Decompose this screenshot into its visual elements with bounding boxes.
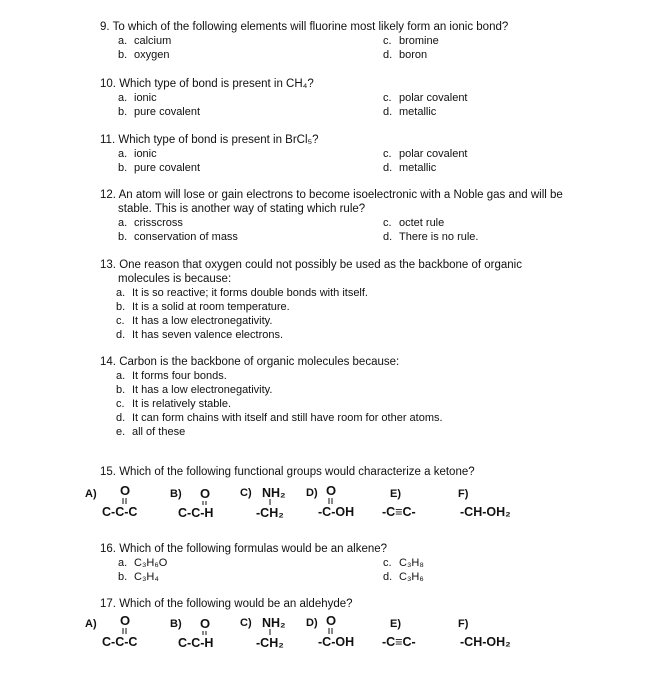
option-c[interactable] [383,34,439,48]
option-letter: b. [118,162,128,174]
option-d[interactable] [383,161,436,175]
option-c[interactable] [116,397,580,411]
option-letter: e. [116,426,126,438]
option-text: It has a low electronegativity. [132,384,273,396]
option-letter: a. [116,287,126,299]
option-text: It has seven valence electrons. [132,329,284,341]
question-stem [100,258,580,272]
option-text: conservation of mass [134,231,238,243]
option-b[interactable] [118,161,200,175]
question-stem [100,133,580,147]
question-stem [100,465,580,479]
question-13 [100,258,580,342]
functional-group-choices-17 [80,612,540,656]
question-12 [100,188,580,244]
choice-label-c[interactable]: C) [240,617,252,629]
question-10 [100,77,580,119]
option-a[interactable] [118,147,157,161]
formula-c: -CH₂ [256,636,284,650]
option-letter: d. [116,412,126,424]
option-letter: d. [383,571,393,583]
choice-label-f[interactable]: F) [458,618,469,630]
question-17 [100,597,580,611]
formula-d: -C-OH [318,505,355,519]
option-letter: b. [116,384,126,396]
option-text: metallic [399,162,437,174]
options [100,216,580,244]
option-letter: c. [383,35,392,47]
question-text: Which of the following would be an aldehyde? [119,598,353,610]
option-text: It can form chains with itself and still have room for other atoms. [132,412,443,424]
question-text: Which of the following functional groups would characterize a ketone? [119,466,475,478]
option-letter: b. [118,106,128,118]
option-text: all of these [132,426,186,438]
option-e[interactable] [116,425,580,439]
option-b[interactable] [118,570,159,584]
option-text: C₃H₈ [399,557,424,569]
question-text: Which type of bond is present in BrCl₅? [118,134,319,146]
option-letter: b. [118,571,128,583]
option-letter: d. [116,329,126,341]
formula-b: C-C-H [178,636,214,650]
top-atom-b: O [200,616,211,631]
option-letter: c. [383,92,392,104]
option-text: C₃H₆ [399,571,424,583]
option-text: crisscross [134,217,183,229]
question-number: 11. [100,134,116,146]
choice-label-e[interactable]: E) [390,488,401,500]
option-text: polar covalent [399,148,468,160]
option-letter: b. [118,49,128,61]
question-text-continued: stable. This is another way of stating which rule? [118,203,366,215]
option-letter: a. [118,217,128,229]
option-c[interactable] [383,556,424,570]
option-letter: c. [383,557,392,569]
question-text: An atom will lose or gain electrons to become isoelectronic with a Noble gas and will be [118,189,563,201]
question-number: 15. [100,466,116,478]
option-text: C₃H₄ [134,571,159,583]
top-group-c: NH₂ [262,616,286,630]
question-number: 16. [100,543,116,555]
choice-label-c[interactable]: C) [240,487,252,499]
option-d[interactable] [383,105,436,119]
option-letter: a. [116,370,126,382]
option-letter: b. [118,231,128,243]
option-d[interactable] [383,230,478,244]
choice-label-d[interactable]: D) [306,617,318,629]
option-a[interactable] [116,369,580,383]
choice-label-f[interactable]: F) [458,488,469,500]
option-text: C₃H₆O [134,557,168,569]
option-letter: d. [383,106,393,118]
top-atom-d: O [326,483,337,498]
option-text: It forms four bonds. [132,370,227,382]
choice-label-b[interactable]: B) [170,618,182,630]
option-text: There is no rule. [399,231,479,243]
question-text: Which of the following formulas would be an alkene? [119,543,388,555]
option-letter: c. [116,398,125,410]
option-c[interactable] [116,314,580,328]
option-letter: c. [383,148,392,160]
option-a[interactable] [118,91,157,105]
question-14 [100,355,580,439]
question-stem [100,355,580,369]
option-text: pure covalent [134,162,201,174]
option-b[interactable] [118,48,169,62]
functional-group-choices-15 [80,482,540,526]
option-b[interactable] [118,230,238,244]
option-c[interactable] [383,216,444,230]
question-text: Which type of bond is present in CH₄? [119,78,314,90]
formula-d: -C-OH [318,635,355,649]
option-letter: c. [116,315,125,327]
option-text: polar covalent [399,92,468,104]
question-number: 12. [100,189,116,201]
question-11 [100,133,580,175]
option-c[interactable] [383,147,468,161]
option-a[interactable] [116,286,580,300]
top-atom-d: O [326,613,337,628]
question-stem [100,188,580,202]
option-a[interactable] [118,556,167,570]
formula-b: C-C-H [178,506,214,520]
option-text: boron [399,49,428,61]
question-text: To which of the following elements will fluorine most likely form an ionic bond? [112,21,509,33]
question-16 [100,542,580,584]
option-d[interactable] [116,411,580,425]
option-d[interactable] [116,328,580,342]
formula-f: -CH-OH₂ [460,635,511,649]
option-a[interactable] [118,34,171,48]
question-stem [100,77,580,91]
top-atom-b: O [200,486,211,501]
option-letter: a. [118,92,128,104]
option-letter: d. [383,231,393,243]
option-text: It has a low electronegativity. [132,315,273,327]
option-text: ionic [134,148,157,160]
option-b[interactable] [116,300,580,314]
choice-label-a[interactable]: A) [85,618,97,630]
top-group-c: NH₂ [262,486,286,500]
choice-label-b[interactable]: B) [170,488,182,500]
option-letter: a. [118,35,128,47]
formula-a: C-C-C [102,505,138,519]
question-stem [100,597,580,611]
question-9 [100,20,580,62]
option-letter: b. [116,301,126,313]
question-number: 17. [100,598,116,610]
question-15 [100,465,580,479]
question-number: 14. [100,356,116,368]
option-letter: c. [383,217,392,229]
formula-a: C-C-C [102,635,138,649]
option-text: It is a solid at room temperature. [132,301,290,313]
formula-c: -CH₂ [256,506,284,520]
choice-label-e[interactable]: E) [390,618,401,630]
option-letter: d. [383,49,393,61]
options [116,369,580,439]
options [116,286,580,342]
question-number: 9. [100,21,110,33]
formula-e: -C≡C- [382,505,416,519]
question-number: 10. [100,78,116,90]
question-stem [100,20,580,34]
option-b[interactable] [116,383,580,397]
question-stem [100,542,580,556]
choice-label-d[interactable]: D) [306,487,318,499]
choice-label-a[interactable]: A) [85,488,97,500]
question-text-continued: molecules is because: [118,273,232,285]
option-text: ionic [134,92,157,104]
options [100,91,580,119]
option-d[interactable] [383,570,424,584]
formula-e: -C≡C- [382,635,416,649]
top-atom-a: O [120,483,131,498]
option-b[interactable] [118,105,200,119]
top-atom-a: O [120,613,131,628]
option-letter: d. [383,162,393,174]
question-number: 13. [100,259,116,271]
option-text: metallic [399,106,437,118]
option-text: It is relatively stable. [132,398,232,410]
option-d[interactable] [383,48,427,62]
option-a[interactable] [118,216,183,230]
option-text: pure covalent [134,106,201,118]
option-c[interactable] [383,91,468,105]
formula-f: -CH-OH₂ [460,505,511,519]
option-text: calcium [134,35,172,47]
option-letter: a. [118,557,128,569]
option-text: bromine [399,35,439,47]
option-text: octet rule [399,217,445,229]
option-text: oxygen [134,49,170,61]
option-letter: a. [118,148,128,160]
option-text: It is so reactive; it forms double bonds with itself. [132,287,368,299]
options [100,147,580,175]
question-text: Carbon is the backbone of organic molecules because: [119,356,400,368]
question-text: One reason that oxygen could not possibly be used as the backbone of organic [119,259,522,271]
options [100,556,580,584]
options [100,34,580,62]
